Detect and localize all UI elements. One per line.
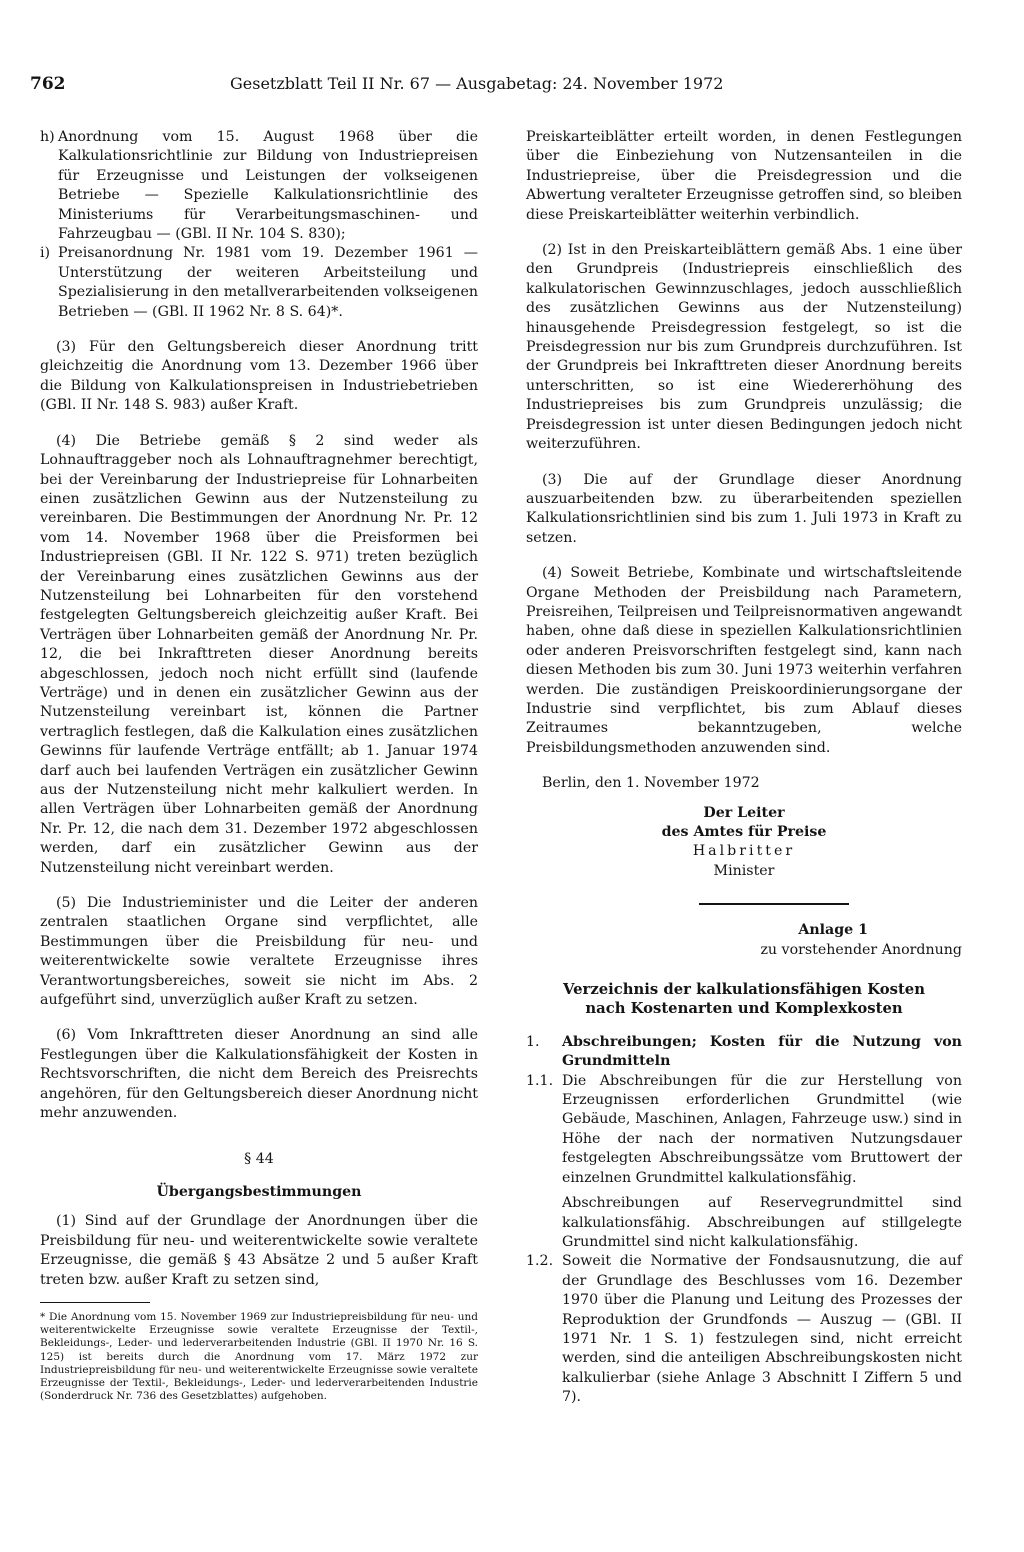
list-label: i) [40,245,51,262]
section-1 [526,1033,962,1072]
signature-role: Minister [713,862,775,879]
footnote: * Die Anordnung vom 15. November 1969 zur Industriepreisbildung für neu- und weiterentwickelte Erzeugnisse sowie veraltete Erzeugnisse der Textil-, Bekleidungs-, Leder- und lederverarbeitenden Industrie (GBl. II 1970 Nr. 16 S. 125) ist bereits durch die Anordnung vom 17. März 1972 zur Industriepreisbildung für neu- und weiterentwickelte Erzeugnisse sowie veraltete Erzeugnisse der Textil-, Bekleidungs-, Leder- und lederverarbeitenden Industrie (Sonderdruck Nr. 736 des Gesetzblattes) aufgehoben. [40,1310,478,1403]
footnote-rule [40,1302,150,1303]
paragraph-4: (4) Die Betriebe gemäß § 2 sind weder als Lohnauftraggeber noch als Lohnauftragnehmer berechtigt, bei der Vereinbarung der Industriepreise für Lohnarbeiten einen zusätzlichen Gewinn aus der Nutzensteilung zu vereinbaren. Die Bestimmungen der Anordnung Nr. Pr. 12 vom 14. November 1968 über die Preisformen bei Industriepreisen (GBl. II Nr. 122 S. 971) treten bezüglich der Vereinbarung eines zusätzlichen Gewinns aus der Nutzensteilung bei Lohnarbeiten für den vorstehend festgelegten Geltungsbereich gleichzeitig außer Kraft. Bei Verträgen über Lohnarbeiten gemäß der Anordnung Nr. Pr. 12, die bei Inkrafttreten dieser Anordnung bereits abgeschlossen, jedoch noch nicht erfüllt sind (laufende Verträge) und in denen ein zusätzlicher Gewinn aus der Nutzensteilung vereinbart ist, können die Partner vertraglich festlegen, daß die Kalkulation eines zusätzlichen Gewinns für laufende Verträge entfällt; ab 1. Januar 1974 darf auch bei laufenden Verträgen ein zusätzlicher Gewinn aus der Nutzensteilung nicht mehr kalkuliert werden. In allen Verträgen über Lohnarbeiten gemäß der Anordnung Nr. Pr. 12, die nach dem 31. Dezember 1972 abgeschlossen werden, darf ein zusätzlicher Gewinn aus der Nutzensteilung nicht vereinbart werden. [40,432,478,876]
section-1-number: 1. [526,1033,540,1050]
signature-line-2: des Amtes für Preise [661,824,827,840]
list-item-h [40,128,478,244]
paragraph-4: (4) Soweit Betriebe, Kombinate und wirtschaftsleitende Organe Methoden der Preisbildung nach Parametern, Preisreihen, Teilpreisen und Teilpreisnormativen angewandt haben, ohne daß diese in speziellen Kalkulationsrichtlinien oder anderen Preisvorschriften festgelegt sind, kann nach diesen Methoden bis zum 30. Juni 1973 weiterhin verfahren werden. Die zuständigen Preiskoordinierungsorgane der Industrie sind verpflichtet, bis zum Ablauf dieses Zeitraumes bekanntzugeben, welche Preisbildungsmethoden anzuwenden sind. [526,565,962,756]
paragraph-6: (6) Vom Inkrafttreten dieser Anordnung an sind alle Festlegungen über die Kalkulationsfähigkeit der Kosten in Rechtsvorschriften, die nicht dem Bereich des Preisrechts angehören, für den Geltungsbereich dieser Anordnung nicht mehr anzuwenden. [40,1027,478,1122]
signature-name: Halbritter [692,843,796,860]
paragraph-3: (3) Für den Geltungsbereich dieser Anordnung tritt gleichzeitig die Anordnung vom 13. Dezember 1966 über die Bildung von Kalkulationspreisen in Industriebetrieben (GBl. II Nr. 148 S. 983) außer Kraft. [40,339,478,414]
paragraph-3: (3) Die auf der Grundlage dieser Anordnung auszuarbeitenden bzw. zu überarbeitenden speziellen Kalkulationsrichtlinien sind bis zum 1. Juli 1973 in Kraft zu setzen. [526,471,962,546]
annex-heading [526,980,962,1019]
page-number: 762 [30,74,66,94]
annex-heading-line-2: nach Kostenarten und Komplexkosten [585,1000,903,1018]
section-1-title: Abschreibungen; Kosten für die Nutzung von Grundmitteln [562,1033,962,1070]
section-1-2-text: Soweit die Normative der Fondsausnutzung, die auf der Grundlage des Beschlusses vom 16. Dezember 1970 über die Planung und Leitung des Prozesses der Reproduktion der Grundfonds — Auszug — (GBl. II 1971 Nr. 1 S. 1) festzulegen sind, nicht erreicht werden, sind die anteiligen Abschreibungskosten nicht kalkulierbar (siehe Anlage 3 Abschnitt I Ziffern 5 und 7). [562,1253,962,1406]
annex-title: Anlage 1 [798,922,868,939]
section-1-1 [526,1072,962,1253]
list-label: h) [40,129,55,145]
section-1-1-text-2: Abschreibungen auf Reservegrundmittel sind kalkulationsfähig. Abschreibungen auf stillgelegte Grundmittel sind nicht kalkulationsfähig. [562,1195,962,1250]
running-title: Gesetzblatt Teil II Nr. 67 — Ausgabetag: 24. November 1972 [230,74,724,93]
paragraph-continued: Preiskarteiblätter erteilt worden, in denen Festlegungen über die Einbeziehung von Nutzensanteilen in die Industriepreise, über die Preisdegression und die Abwertung veralteter Erzeugnisse getroffen sind, so bleiben diese Preiskarteiblätter weiterhin verbindlich. [526,129,962,223]
left-column [40,128,478,1403]
paragraph-2: (2) Ist in den Preiskarteiblättern gemäß Abs. 1 eine über den Grundpreis (Industriepreis einschließlich des kalkulatorischen Gewinnzuschlages, jedoch ausschließlich des zusätzlichen Gewinns aus der Nutzensteilung) hinausgehende Preisdegression festgelegt, so ist die Preisdegression nur bis zum Grundpreis durchzuführen. Ist der Grundpreis bei Inkrafttreten dieser Anordnung bereits unterschritten, so ist eine Wiedererhöhung des Industriepreises bis zum Grundpreis unzulässig; die Preisdegression ist unter diesen Bedingungen jedoch nicht weiterzuführen. [526,242,962,453]
annex-heading-line-1: Verzeichnis der kalkulationsfähigen Kosten [563,981,925,999]
section-1-1-text: Die Abschreibungen für die zur Herstellung von Erzeugnissen erforderlichen Grundmittel (wie Gebäude, Maschinen, Anlagen, Fahrzeuge usw.) sind in Höhe der nach der normativen Nutzungsdauer festgelegten Abschreibungssätze vom Bruttowert der einzelnen Grundmittel kalkulationsfähig. [562,1072,962,1186]
signature-block [526,804,962,882]
annex-subtitle: zu vorstehender Anordnung [760,941,962,958]
list-text: Anordnung vom 15. August 1968 über die Kalkulationsrichtlinie zur Bildung von Industriepreisen für Erzeugnisse und Leistungen der volkseigenen Betriebe — Spezielle Kalkulationsrichtlinie des Ministeriums für Verarbeitungsmaschinen- und Fahrzeugbau — (GBl. II Nr. 104 S. 830); [58,129,478,243]
paragraph-5: (5) Die Industrieminister und die Leiter der anderen zentralen staatlichen Organe sind verpflichtet, alle Bestimmungen über die Preisbildung für neu- und weiterentwickelte sowie veraltete Erzeugnisse ihres Verantwortungsbereiches, soweit sie nicht im Abs. 2 aufgeführt sind, unverzüglich außer Kraft zu setzen. [40,895,478,1009]
divider [699,903,849,905]
place-date: Berlin, den 1. November 1972 [542,775,760,792]
right-column [526,128,962,1408]
section-1-1-number: 1.1. [526,1072,554,1089]
section-1-2 [526,1252,962,1407]
list-text: Preisanordnung Nr. 1981 vom 19. Dezember 1961 — Unterstützung der weiteren Arbeitsteilung und Spezialisierung in den metallverarbeitenden volkseigenen Betrieben — (GBl. II 1962 Nr. 8 S. 64)*. [58,245,478,320]
section-title: Übergangsbestimmungen [156,1183,362,1200]
page-header [30,74,990,98]
signature-line-1: Der Leiter [703,804,785,821]
list-item-i [40,244,478,322]
paragraph-44-1: (1) Sind auf der Grundlage der Anordnungen über die Preisbildung für neu- und weiterentwickelte sowie veraltete Erzeugnisse, die gemäß § 43 Absätze 2 und 5 außer Kraft treten bzw. außer Kraft zu setzen sind, [40,1213,478,1288]
section-number: § 44 [244,1150,274,1167]
section-1-2-number: 1.2. [526,1253,554,1270]
